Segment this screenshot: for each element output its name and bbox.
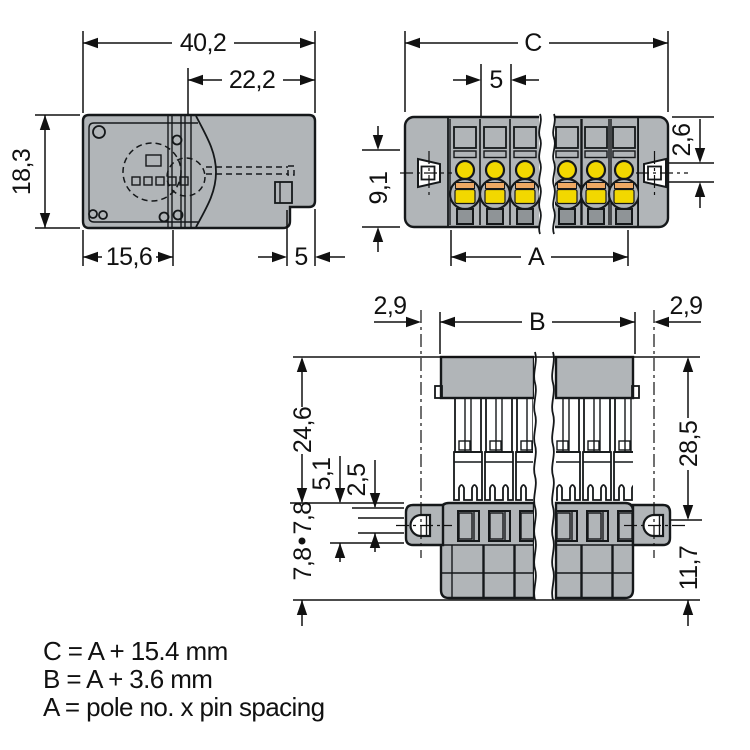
dim-front-housing-width: B: [528, 308, 546, 336]
dimension-dot: [299, 538, 306, 545]
dim-side-total-width: 40,2: [179, 29, 227, 57]
dim-top-pole-span: A: [527, 243, 545, 271]
dim-front-flange-lower: 7,8: [289, 547, 317, 581]
dim-side-pin-length: 5: [294, 243, 308, 271]
dim-top-pin-spacing: 5: [489, 66, 503, 94]
dim-front-flange-upper: 7,8: [289, 501, 317, 535]
plug-shroud: [556, 357, 633, 398]
plug-shroud: [441, 357, 534, 398]
dim-top-flange-hole: 2,6: [668, 123, 696, 157]
dim-side-lower-left: 15,6: [105, 243, 153, 271]
dim-front-latch-height: 5,1: [308, 457, 336, 491]
dim-side-upper-offset: 22,2: [228, 66, 276, 94]
legend-formula-a: A = pole no. x pin spacing: [43, 692, 325, 722]
dim-front-flange-offset-left: 2,9: [373, 292, 407, 320]
dim-front-upper-height: 24,6: [289, 406, 317, 454]
legend-formula-c: C = A + 15.4 mm: [43, 636, 228, 666]
housing-outline: [83, 115, 315, 228]
break-gap: [534, 350, 554, 604]
dim-front-total-height: 28,5: [675, 420, 703, 468]
legend-formula-b: B = A + 3.6 mm: [43, 664, 213, 694]
dim-top-front-depth: 9,1: [365, 171, 393, 205]
dim-front-collar-height: 2,5: [343, 463, 371, 497]
dim-side-height: 18,3: [8, 148, 36, 196]
dim-front-flange-offset-right: 2,9: [669, 292, 703, 320]
dim-front-lower-height: 11,7: [675, 545, 703, 591]
dim-top-total-length: C: [524, 29, 542, 57]
